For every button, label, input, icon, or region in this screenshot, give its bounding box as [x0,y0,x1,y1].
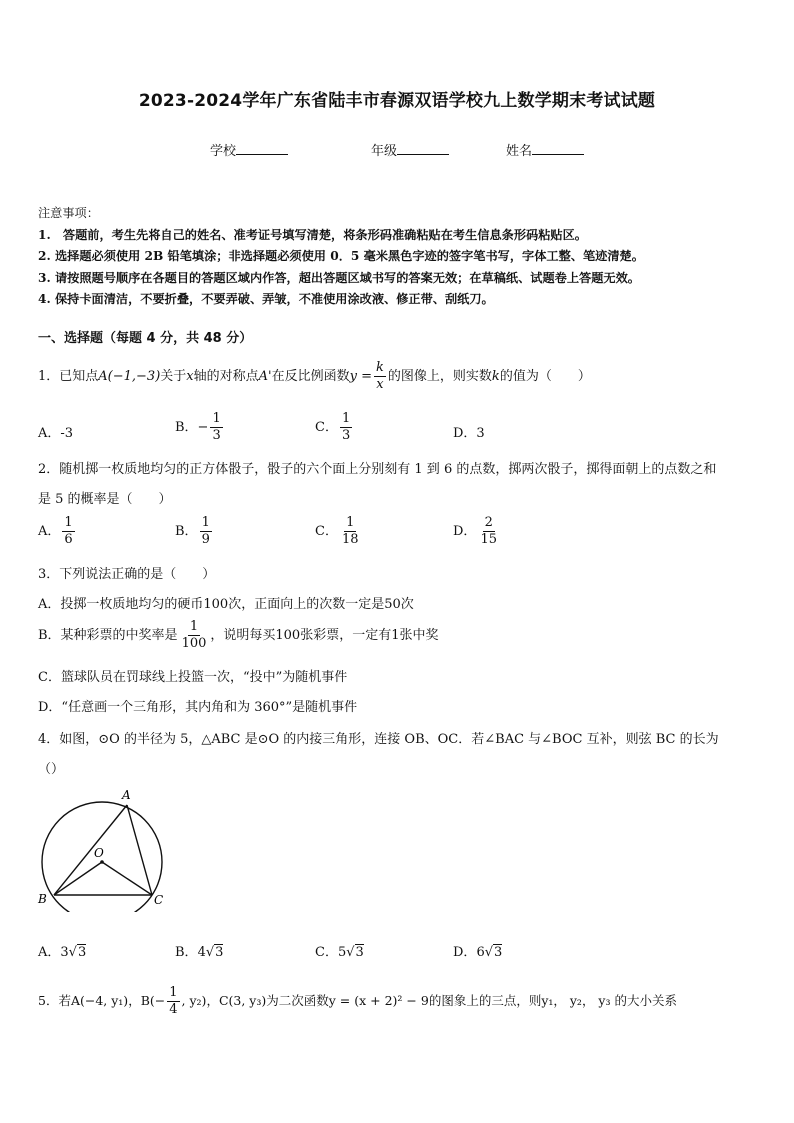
q1-option-a: A．-3 [38,426,74,441]
q2-option-c [315,515,363,548]
q1-var-k: k [491,369,500,384]
q1-var-x: x [186,369,194,384]
note-item: 4. 保持卡面清洁，不要折叠，不要弄破、弄皱，不准使用涂改液、修正带、刮纸刀。 [38,292,494,306]
label-a: A [122,788,131,802]
q5-text: 5．若 [38,993,71,1008]
opt-label: B． [175,945,198,960]
opt-label: B． [175,524,198,539]
grade-field [371,140,449,159]
q5-point-c: C(3, y₃) [218,993,267,1008]
school-field [210,140,288,159]
opt-label: C． [315,524,338,539]
q2-option-b [175,515,214,548]
question-2-line1: 2．随机掷一枚质地均匀的正方体骰子，骰子的六个面上分别刻有 1 到 6 的点数，掷两次骰子，掷得面朝上的点数之和 [38,462,717,477]
opt-fraction [340,515,361,548]
q5-text: 为二次函数 [266,993,329,1008]
section-heading: 一、选择题（每题 4 分，共 48 分） [38,331,253,346]
frac-den: 100 [181,636,207,651]
q5-equation: y = (x + 2)² − 9 [328,993,429,1008]
label-c: C [154,893,164,907]
opt-coef: 6 [476,945,485,960]
frac-den: x [376,377,384,392]
frac-num: 1 [341,411,351,426]
q3-fraction [180,619,209,652]
notes-heading: 注意事项： [38,206,99,220]
q3-option-c: C．篮球队员在罚球线上投篮一次，“投中”为随机事件 [38,670,348,685]
opt-coef: 4 [197,945,206,960]
q3-option-d: D．“任意画一个三角形，其内角和为 360°”是随机事件 [38,700,358,715]
frac-den: 6 [64,532,73,547]
frac-num: 1 [189,619,199,634]
question-3-stem: 3．下列说法正确的是（ ） [38,567,216,582]
opt-label: C． [315,420,338,435]
note-item: 2. 选择题必须使用 2B 铅笔填涂；非选择题必须使用 0．5 毫米黑色字迹的签字笔书写，字体工整、笔迹清楚。 [38,249,644,263]
question-5 [38,985,677,1018]
opt-radicand: 3 [215,945,224,960]
opt-radicand: 3 [494,945,503,960]
question-2-line2: 是 5 的概率是（ ） [38,492,172,507]
question-4-line2: （） [38,762,65,777]
frac-num: 1 [64,515,73,530]
page-title: 2023-2024学年广东省陆丰市春源双语学校九上数学期末考试试题 [138,91,656,111]
name-blank [532,142,584,155]
q5-text: 的图象上的三点，则 [428,993,542,1008]
q5-text: ， [128,993,141,1008]
note-item: 1. 答题前，考生先将自己的姓名、准考证号填写清楚，将条形码准确粘贴在考生信息条形码粘贴区。 [38,227,587,242]
q1-point: A(−1,−3) [98,369,161,384]
label-b: B [38,892,47,906]
frac-den: 15 [480,532,497,547]
label-o: O [94,846,104,860]
opt-label: D． [453,524,477,539]
q1-fraction [374,360,386,393]
q1-text: 的图像上，则实数 [387,369,492,384]
q1-text: 1．已知点 [38,369,99,384]
opt-fraction [62,515,74,548]
question-4-line1: 4．如图，⊙O 的半径为 5，△ABC 是⊙O 的内接三角形，连接 OB、OC．若∠BAC 与∠BOC 互补，则弦 BC 的长为 [38,732,719,747]
opt-fraction [478,515,499,548]
q5-text: y₁， y₂， y₃ 的大小关系 [541,993,677,1008]
frac-den: 3 [341,428,351,443]
q3-option-b [38,619,438,652]
opt-coef: 3 [60,945,69,960]
school-blank [236,142,288,155]
frac-num: 1 [169,985,178,1000]
circle-figure [30,782,170,912]
frac-num: 1 [346,515,355,530]
opt-fraction [200,515,212,548]
frac-den: 4 [169,1002,178,1017]
frac-den: 18 [341,532,359,547]
q3-b-text: B．某种彩票的中奖率是 [38,628,178,643]
q5-point-a: A(−4, y₁) [70,993,129,1008]
opt-label: D． [453,945,477,960]
q1-text: 在反比例函数 [271,369,350,384]
q4-option-d: D．6√3 [453,945,503,960]
frac-num: 1 [201,515,210,530]
q1-text: 轴的对称点 [193,369,259,384]
segment-ab [54,805,127,895]
q5-point-b-tail: , y₂) [181,993,207,1008]
q4-option-a: A．3√3 [38,945,87,960]
opt-label: C． [315,945,338,960]
q5-point-b: B(− [140,993,166,1008]
q1-text: 关于 [160,369,187,384]
grade-label: 年级 [371,144,398,159]
frac-den: 3 [212,428,221,443]
segment-ob [54,862,102,895]
opt-radicand: 3 [77,945,87,960]
grade-blank [397,142,449,155]
q3-option-a: A．投掷一枚质地均匀的硬币100次，正面向上的次数一定是50次 [38,597,414,612]
opt-coef: 5 [337,945,347,960]
name-field [506,140,584,159]
frac-den: 9 [201,532,210,547]
opt-label: A． [38,524,61,539]
center-point [100,860,104,864]
frac-num: k [376,360,384,375]
school-label: 学校 [210,144,237,159]
opt-fraction [210,411,222,444]
opt-label: B．− [175,420,209,435]
q1-option-b [175,411,225,444]
q1-option-d: D．3 [453,426,485,441]
name-label: 姓名 [506,144,533,159]
note-item: 3. 请按照题号顺序在各题目的答题区域内作答，超出答题区域书写的答案无效；在草稿纸、试题卷上答题无效。 [38,270,640,285]
frac-num: 2 [484,515,493,530]
q4-option-c: C．5√3 [315,945,364,960]
question-1 [38,360,591,393]
q1-text: 的值为（ ） [499,369,591,384]
opt-label: A． [38,945,61,960]
q1-point-prime: A' [258,369,272,384]
q2-option-d [453,515,501,548]
q2-option-a [38,515,77,548]
opt-fraction [340,411,352,444]
q1-option-c [315,411,354,444]
opt-radicand: 3 [355,945,364,960]
frac-num: 1 [212,411,221,426]
q4-option-b: B．4√3 [175,945,224,960]
q5-fraction [167,985,179,1018]
q1-eq: y = [349,369,373,384]
q3-b-text: ，说明每买100张彩票，一定有1张中奖 [210,628,439,643]
q5-text: ， [206,993,219,1008]
notes-block [38,203,644,311]
